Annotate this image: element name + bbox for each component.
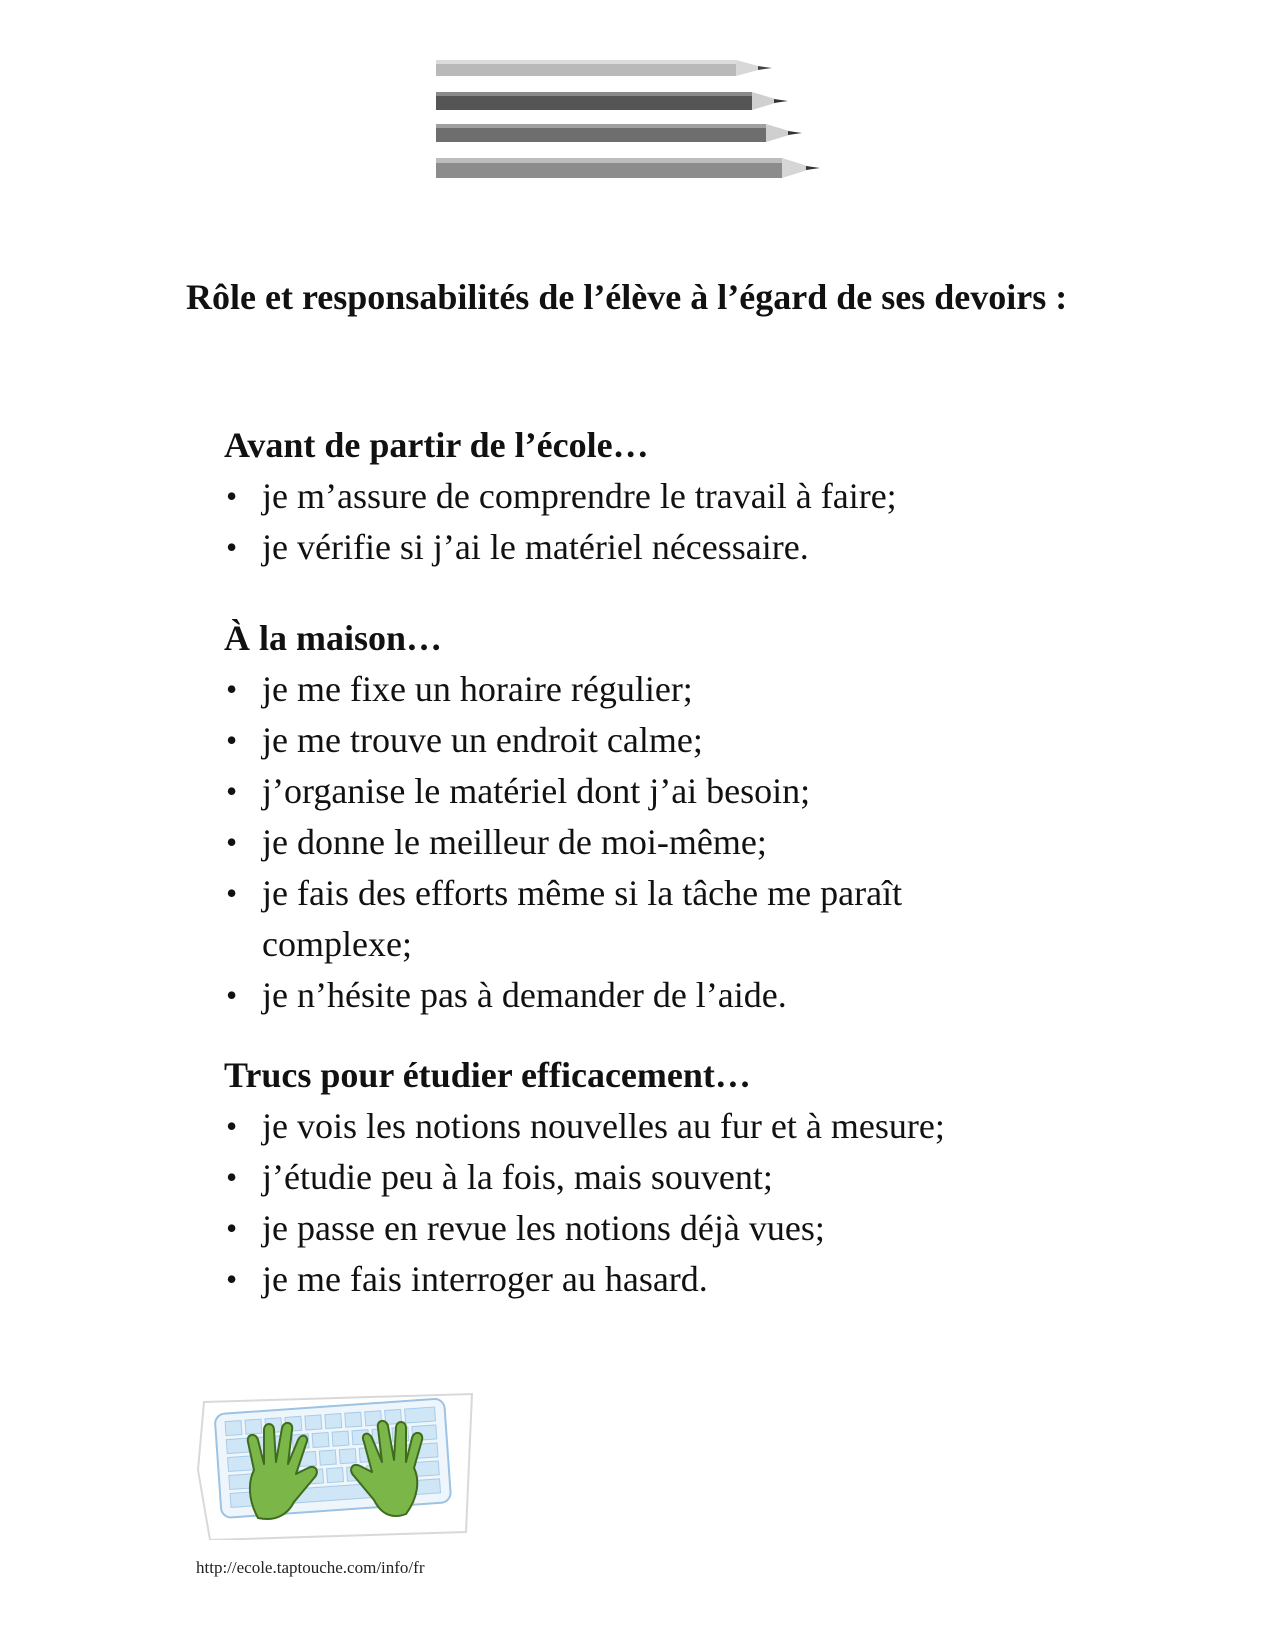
bullet-icon: •: [226, 824, 238, 860]
list-item: [224, 1152, 1124, 1203]
list-item: [224, 766, 1124, 817]
list-item-text: j’organise le matériel dont j’ai besoin;: [262, 771, 811, 811]
list-item-text: je passe en revue les notions déjà vues;: [262, 1208, 825, 1248]
bullet-list: [224, 664, 1124, 1021]
bullet-icon: •: [226, 1210, 238, 1246]
pencil-2: [436, 92, 788, 110]
list-item: [224, 664, 1124, 715]
pencil-3: [436, 124, 802, 142]
list-item: [224, 715, 1124, 766]
bullet-icon: •: [226, 671, 238, 707]
page-title: Rôle et responsabilités de l’élève à l’égard de ses devoirs :: [186, 277, 1068, 317]
pencil-1: [436, 60, 772, 76]
bullet-list: [224, 1101, 1124, 1305]
list-item: [224, 1254, 1124, 1305]
list-item-text: je me fais interroger au hasard.: [262, 1259, 708, 1299]
list-item-text: je m’assure de comprendre le travail à faire;: [262, 476, 897, 516]
list-item: [224, 1101, 1124, 1152]
list-item-text: je vois les notions nouvelles au fur et à mesure;: [262, 1106, 945, 1146]
list-item-text: je n’hésite pas à demander de l’aide.: [262, 975, 787, 1015]
section-study-tips: [224, 1050, 1124, 1305]
keyboard-hands-icon: [196, 1390, 478, 1540]
section-heading: Trucs pour étudier efficacement…: [224, 1055, 751, 1095]
list-item-text: je me fixe un horaire régulier;: [262, 669, 693, 709]
list-item-text: je donne le meilleur de moi-même;: [262, 822, 767, 862]
section-at-home: [224, 613, 1124, 1021]
list-item: [224, 522, 1124, 573]
list-item: [224, 471, 1124, 522]
footer-url: http://ecole.taptouche.com/info/fr: [196, 1558, 425, 1577]
bullet-icon: •: [226, 977, 238, 1013]
list-item-text: je vérifie si j’ai le matériel nécessaire.: [262, 527, 809, 567]
list-item: [224, 868, 1002, 970]
bullet-icon: •: [226, 1159, 238, 1195]
list-item-text: je fais des efforts même si la tâche me paraît complexe;: [262, 873, 903, 964]
bullet-icon: •: [226, 875, 238, 911]
pencils-icon: [436, 54, 836, 194]
list-item: [224, 817, 1124, 868]
bullet-icon: •: [226, 478, 238, 514]
bullet-icon: •: [226, 722, 238, 758]
bullet-icon: •: [226, 773, 238, 809]
bullet-icon: •: [226, 1108, 238, 1144]
bullet-icon: •: [226, 529, 238, 565]
list-item: [224, 1203, 1124, 1254]
list-item-text: j’étudie peu à la fois, mais souvent;: [262, 1157, 773, 1197]
pencil-4: [436, 158, 820, 178]
list-item-text: je me trouve un endroit calme;: [262, 720, 703, 760]
section-heading: Avant de partir de l’école…: [224, 425, 649, 465]
section-before-school: [224, 420, 1124, 573]
bullet-list: [224, 471, 1124, 573]
section-heading: À la maison…: [224, 618, 443, 658]
bullet-icon: •: [226, 1261, 238, 1297]
list-item: [224, 970, 1124, 1021]
